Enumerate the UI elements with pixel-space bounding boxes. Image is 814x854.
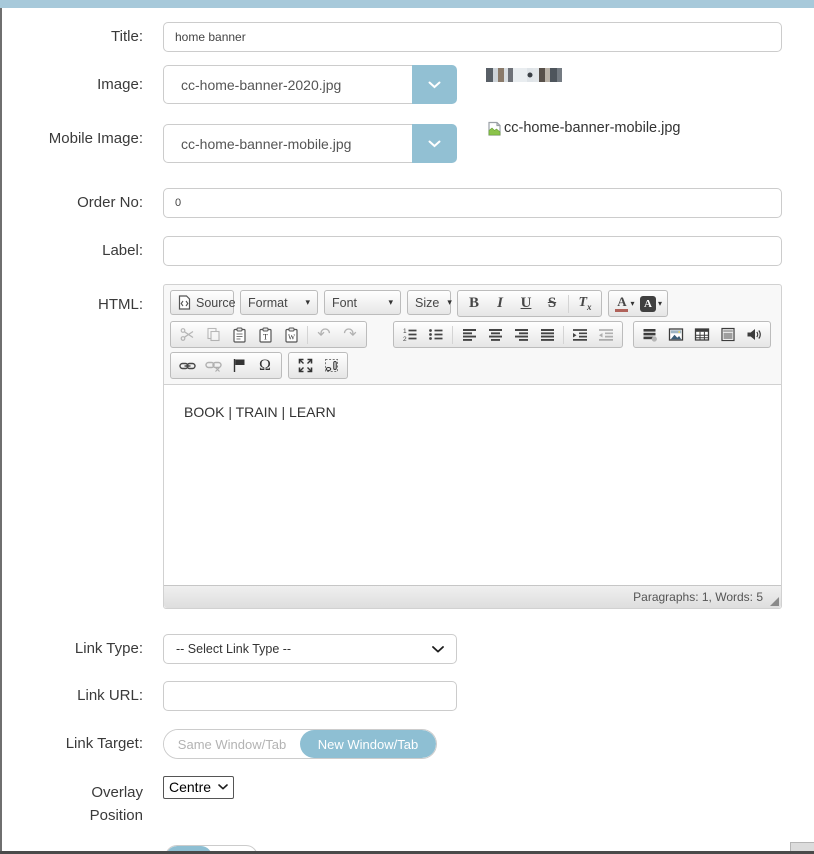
- tools-group: [288, 352, 348, 379]
- toolbar-separator: [307, 326, 308, 344]
- chevron-down-icon: [428, 81, 441, 89]
- title-input[interactable]: [163, 22, 782, 52]
- audio-icon: [746, 327, 762, 342]
- anchor-flag-button[interactable]: [226, 354, 252, 377]
- align-justify-button[interactable]: [534, 323, 560, 346]
- italic-icon: I: [497, 295, 503, 311]
- svg-text:W: W: [287, 332, 295, 341]
- overlay-position-row: [0, 776, 814, 826]
- link-target-row: [0, 729, 814, 759]
- select-chevron-icon: [432, 646, 444, 653]
- link-button[interactable]: [174, 354, 200, 377]
- link-type-label: Link Type:: [74, 640, 143, 658]
- numbered-list-button[interactable]: [397, 323, 423, 346]
- toolbar-separator: [568, 295, 569, 313]
- table-button[interactable]: [689, 323, 715, 346]
- top-accent-bar: [0, 0, 814, 8]
- background-color-button[interactable]: [638, 292, 664, 315]
- redo-icon: ↷: [343, 325, 357, 343]
- caret-down-icon: ▾: [388, 297, 393, 307]
- increase-indent-icon: [572, 328, 588, 342]
- decrease-indent-button[interactable]: [593, 323, 619, 346]
- format-combo[interactable]: Format ▾: [240, 290, 318, 315]
- align-center-button[interactable]: [482, 323, 508, 346]
- overlay-position-label: Overlay Position: [89, 784, 143, 825]
- bold-icon: B: [468, 295, 479, 311]
- caret-down-icon: ▾: [630, 299, 635, 308]
- image-select[interactable]: [163, 65, 457, 104]
- link-type-row: [0, 634, 814, 664]
- align-right-button[interactable]: [508, 323, 534, 346]
- new-window-option[interactable]: New Window/Tab: [300, 730, 436, 758]
- broken-image-alt-text: cc-home-banner-mobile.jpg: [504, 120, 681, 136]
- audio-button[interactable]: [741, 323, 767, 346]
- decrease-indent-icon: [598, 328, 614, 342]
- label-row: [0, 236, 814, 266]
- bold-button[interactable]: [461, 292, 487, 315]
- paste-from-word-button[interactable]: [278, 323, 304, 346]
- insert-group: [633, 321, 771, 348]
- toolbar-separator: [563, 326, 564, 344]
- omega-icon: Ω: [259, 356, 271, 374]
- image-select-dropdown-button[interactable]: [412, 65, 457, 104]
- scroll-corner: [790, 842, 814, 851]
- undo-button[interactable]: [311, 323, 337, 346]
- link-url-row: [0, 681, 814, 711]
- html-label: HTML:: [98, 296, 143, 313]
- order-no-row: [0, 188, 814, 218]
- paste-button[interactable]: [226, 323, 252, 346]
- link-url-input[interactable]: [163, 681, 457, 711]
- link-icon: [179, 360, 196, 372]
- maximize-icon: [298, 358, 313, 373]
- image-select-value: cc-home-banner-2020.jpg: [163, 65, 412, 104]
- image-label: Image:: [97, 76, 143, 93]
- link-group: [170, 352, 282, 379]
- title-label: Title:: [111, 28, 143, 46]
- media-button[interactable]: [637, 323, 663, 346]
- resize-grip-icon[interactable]: [770, 597, 779, 606]
- caret-down-icon: ▾: [447, 297, 452, 307]
- broken-image-icon: [486, 120, 503, 138]
- svg-text:1: 1: [403, 328, 407, 335]
- label-label: Label:: [102, 242, 143, 260]
- paste-icon: [232, 327, 247, 343]
- mobile-image-select[interactable]: [163, 124, 457, 163]
- svg-text:T: T: [262, 332, 268, 341]
- bulleted-list-icon: [428, 327, 444, 342]
- link-type-select[interactable]: [163, 634, 457, 664]
- svg-text:2: 2: [403, 336, 407, 342]
- unlink-icon: [205, 359, 222, 372]
- link-target-toggle: [163, 729, 437, 759]
- paste-as-text-icon: [258, 327, 273, 343]
- bulleted-list-button[interactable]: [423, 323, 449, 346]
- chevron-down-icon: [428, 140, 441, 148]
- source-icon: [178, 295, 191, 310]
- overlay-position-select[interactable]: [163, 776, 234, 799]
- link-url-label: Link URL:: [77, 687, 143, 705]
- cut-icon: [180, 327, 195, 342]
- clipboard-group: [170, 321, 367, 348]
- maximize-button[interactable]: [292, 354, 318, 377]
- paste-from-word-icon: [284, 327, 299, 343]
- mobile-image-select-dropdown-button[interactable]: [412, 124, 457, 163]
- image-row: [0, 65, 814, 104]
- caret-down-icon: ▾: [305, 297, 310, 307]
- special-character-button[interactable]: [252, 354, 278, 377]
- select-chevron-icon: [218, 784, 228, 790]
- editor-toolbar: [164, 285, 781, 385]
- mobile-image-preview: [486, 120, 681, 138]
- strikethrough-button[interactable]: [539, 292, 565, 315]
- text-color-button[interactable]: [612, 292, 638, 315]
- align-right-icon: [514, 328, 529, 342]
- unlink-button[interactable]: [200, 354, 226, 377]
- paragraph-group: [393, 321, 623, 348]
- link-target-label: Link Target:: [65, 735, 143, 753]
- size-combo[interactable]: Size ▾: [407, 290, 451, 315]
- remove-format-button[interactable]: [572, 292, 598, 315]
- toolbar-row-1: [170, 290, 775, 317]
- underline-icon: U: [520, 295, 532, 311]
- align-left-icon: [462, 328, 477, 342]
- label-input[interactable]: [163, 236, 782, 266]
- color-group: [608, 290, 668, 317]
- toolbar-row-3: [170, 352, 775, 379]
- font-combo[interactable]: Font ▾: [324, 290, 401, 315]
- title-row: [0, 22, 814, 52]
- strikethrough-icon: S: [547, 295, 557, 311]
- align-left-button[interactable]: [456, 323, 482, 346]
- order-no-label: Order No:: [77, 194, 143, 212]
- mobile-image-label: Mobile Image:: [48, 130, 143, 147]
- link-type-selected-value: -- Select Link Type --: [176, 642, 292, 656]
- caret-down-icon: ▾: [657, 299, 662, 308]
- text-style-group: [457, 290, 602, 317]
- html-editor: [163, 284, 782, 609]
- numbered-list-icon: [402, 327, 418, 342]
- align-justify-icon: [540, 328, 555, 342]
- redo-button[interactable]: [337, 323, 363, 346]
- show-blocks-icon: [324, 358, 339, 373]
- toolbar-row-2: [170, 321, 775, 348]
- cut-button[interactable]: [174, 323, 200, 346]
- editor-content[interactable]: [164, 385, 781, 585]
- increase-indent-button[interactable]: [567, 323, 593, 346]
- mobile-image-row: [0, 120, 814, 163]
- align-center-icon: [488, 328, 503, 342]
- source-button[interactable]: Source: [170, 290, 234, 315]
- underline-button[interactable]: [513, 292, 539, 315]
- editor-statusbar: [164, 585, 781, 608]
- table-icon: [694, 327, 710, 342]
- text-color-icon: A: [615, 295, 628, 312]
- overlay-position-selected-value: Centre: [169, 779, 212, 795]
- copy-button[interactable]: [200, 323, 226, 346]
- background-color-icon: A: [640, 296, 656, 312]
- copy-icon: [206, 327, 221, 342]
- image-button[interactable]: [663, 323, 689, 346]
- image-thumbnail: [486, 68, 562, 82]
- order-no-input[interactable]: [163, 188, 782, 218]
- template-icon: [720, 327, 736, 342]
- word-count-text: Paragraphs: 1, Words: 5: [633, 590, 763, 604]
- flag-icon: [232, 358, 246, 373]
- template-button[interactable]: [715, 323, 741, 346]
- media-icon: [642, 327, 658, 342]
- italic-button[interactable]: [487, 292, 513, 315]
- image-icon: [668, 327, 684, 342]
- undo-icon: ↶: [317, 325, 331, 343]
- paste-as-text-button[interactable]: [252, 323, 278, 346]
- same-window-option[interactable]: Same Window/Tab: [164, 730, 300, 758]
- toolbar-separator: [452, 326, 453, 344]
- editor-text: BOOK | TRAIN | LEARN: [184, 404, 336, 420]
- show-blocks-button[interactable]: [318, 354, 344, 377]
- remove-format-icon: $T_x$: [578, 295, 592, 312]
- mobile-image-select-value: cc-home-banner-mobile.jpg: [163, 124, 412, 163]
